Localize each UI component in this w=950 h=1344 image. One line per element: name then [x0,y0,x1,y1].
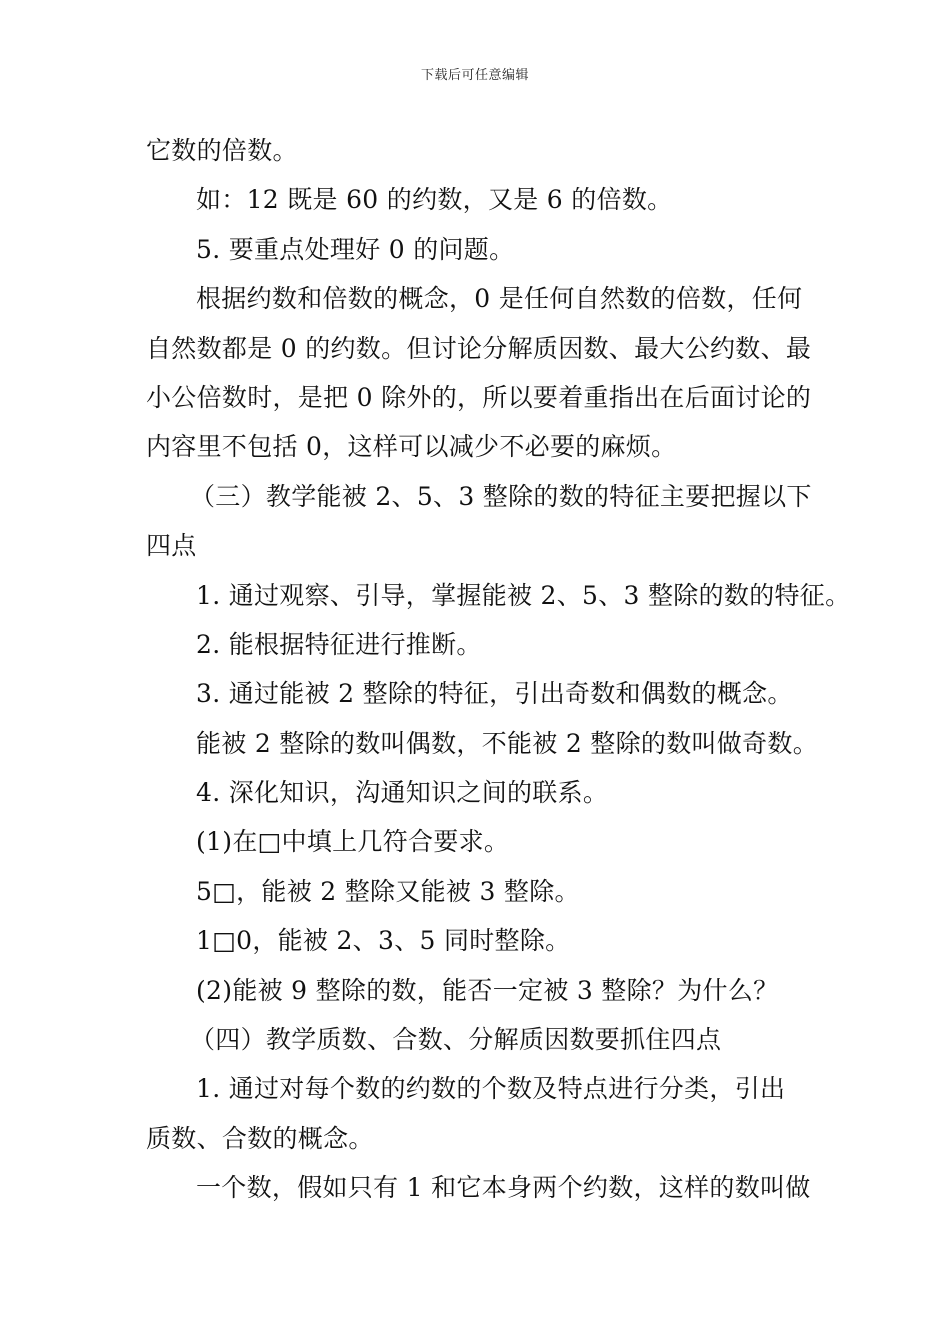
text-line: 5□，能被 2 整除又能被 3 整除。 [196,876,580,906]
page-header: 下载后可任意编辑 [420,68,529,83]
text-line: 1. 通过对每个数的约数的个数及特点进行分类，引出 [196,1074,786,1104]
text-line: 质数、合数的概念。 [146,1123,374,1153]
section-heading-continued: 四点 [146,531,197,561]
text-line: 3. 通过能被 2 整除的特征，引出奇数和偶数的概念。 [196,679,793,709]
text-line: 1. 通过观察、引导，掌握能被 2、5、3 整除的数的特征。 [196,580,851,610]
text-line: 小公倍数时，是把 0 除外的，所以要着重指出在后面讨论的 [146,382,812,412]
text-line: (2)能被 9 整除的数，能否一定被 3 整除？为什么？ [196,975,779,1005]
text-line: 能被 2 整除的数叫偶数，不能被 2 整除的数叫做奇数。 [196,728,819,758]
text-line: 1□0，能被 2、3、5 同时整除。 [196,926,571,956]
text-line: (1)在□中填上几符合要求。 [196,827,510,857]
text-line: 4. 深化知识，沟通知识之间的联系。 [196,778,609,808]
section-heading: （四）教学质数、合数、分解质因数要抓住四点 [190,1025,722,1055]
text-line: 如：12 既是 60 的约数，又是 6 的倍数。 [196,185,673,215]
text-line: 它数的倍数。 [146,136,298,165]
document-body [146,126,851,1213]
text-line: 根据约数和倍数的概念，0 是任何自然数的倍数，任何 [196,284,803,314]
text-line: 5. 要重点处理好 0 的问题。 [196,234,515,264]
text-line: 2. 能根据特征进行推断。 [196,629,482,659]
text-line: 内容里不包括 0，这样可以减少不必要的麻烦。 [146,432,677,462]
text-line: 一个数，假如只有 1 和它本身两个约数，这样的数叫做 [196,1173,811,1203]
section-heading: （三）教学能被 2、5、3 整除的数的特征主要把握以下 [190,481,812,511]
text-line: 自然数都是 0 的约数。但讨论分解质因数、最大公约数、最 [146,333,812,363]
